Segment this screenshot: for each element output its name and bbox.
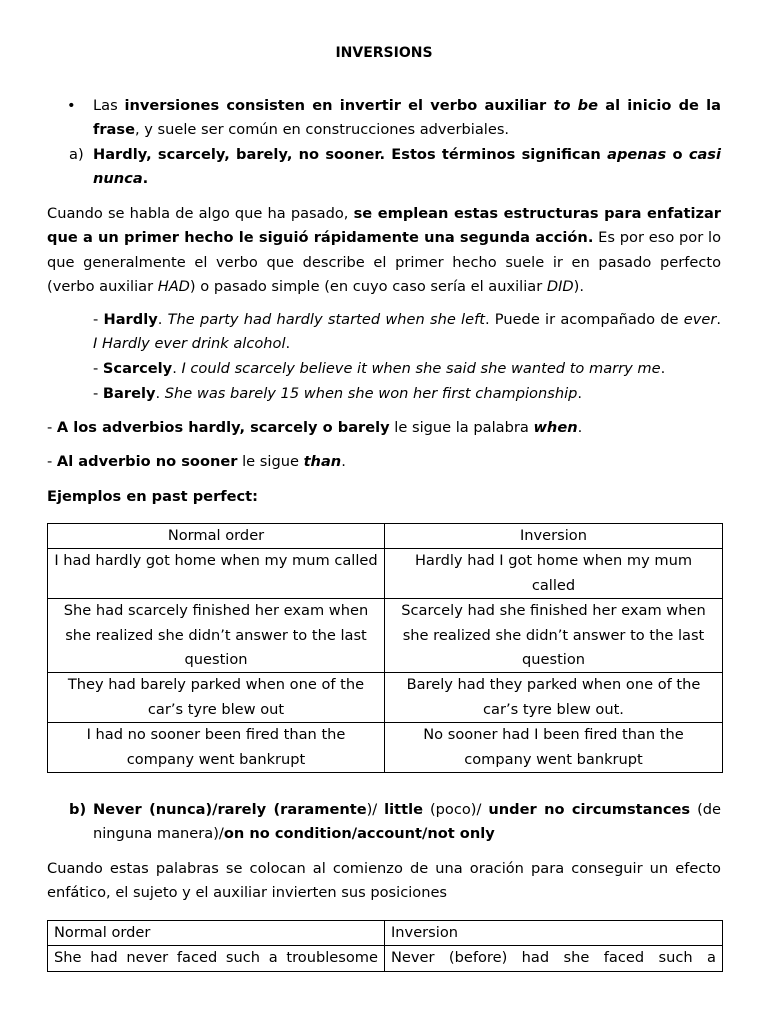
table-cell: She had never faced such a troublesome: [48, 946, 385, 971]
text: .: [716, 311, 721, 328]
text: .: [172, 360, 182, 377]
example-keyword: Scarcely: [102, 360, 173, 377]
bold-text: Hardly, scarcely, barely, no sooner. Estos términos significan: [93, 146, 608, 163]
example-keyword: Hardly: [103, 311, 158, 328]
table-past-perfect: [47, 523, 723, 773]
dash: -: [93, 360, 103, 377]
table-cell: I had no sooner been fired than the company went bankrupt: [48, 723, 385, 773]
example-sentence: I could scarcely believe it when she said she wanted to marry me: [181, 360, 661, 377]
table-header-cell: Normal order: [48, 524, 385, 549]
text: Es por eso por lo que generalmente el verbo que describe el primer hecho suele ir en pasado perfecto (verbo auxiliar: [47, 229, 721, 296]
table-row: [48, 673, 723, 723]
list-item-b: [69, 798, 722, 847]
text: .: [660, 360, 666, 377]
table-header-cell: Normal order: [48, 921, 385, 946]
example-hardly: [93, 308, 721, 357]
paragraph-emphatic: [47, 857, 721, 906]
text: , y suele ser común en construcciones adverbiales.: [134, 121, 510, 139]
text: ) o pasado simple (en cuyo caso sería el auxiliar: [189, 278, 547, 296]
table-cell: Hardly had I got home when my mum called: [385, 549, 723, 599]
bold-italic-text: to be: [553, 97, 599, 114]
table-header-cell: Inversion: [385, 921, 723, 946]
bold-text: inversiones consisten en invertir el verbo auxiliar: [124, 97, 554, 114]
table-cell: Scarcely had she finished her exam when she realized she didn’t answer to the last question: [385, 599, 723, 673]
table-cell: She had scarcely finished her exam when she realized she didn’t answer to the last question: [48, 599, 385, 673]
table-cell: I had hardly got home when my mum called: [48, 549, 385, 599]
bold-text: .: [142, 170, 149, 188]
rule-when: [47, 416, 721, 440]
table-row: [48, 723, 723, 773]
bold-text: Never (nunca)/rarely (raramente: [93, 801, 367, 818]
italic-text: ever: [683, 311, 717, 328]
bold-text: Ejemplos en past perfect:: [47, 488, 258, 505]
example-barely: [93, 382, 721, 406]
text: .: [577, 385, 583, 402]
list-item-a: [69, 143, 721, 192]
example-scarcely: [93, 357, 721, 381]
table-cell: They had barely parked when one of the car’s tyre blew out: [48, 673, 385, 723]
bold-text: Al adverbio no sooner: [56, 453, 238, 470]
text: .: [341, 453, 346, 470]
bold-italic-text: when: [533, 419, 578, 436]
text: le sigue la palabra: [389, 419, 534, 436]
table-header-row: [48, 524, 723, 549]
paragraph-explanation: [47, 202, 721, 300]
text: )/: [366, 801, 385, 818]
example-sentence: She was barely 15 when she won her first championship: [164, 385, 578, 402]
table-row: [48, 599, 723, 673]
text: .: [577, 419, 583, 436]
text: (poco)/: [423, 801, 489, 818]
dash: -: [47, 453, 57, 470]
list-marker-b: b): [69, 801, 87, 818]
table-header-cell: Inversion: [385, 524, 723, 549]
text: Cuando se habla de algo que ha pasado,: [47, 205, 354, 222]
bold-text: little: [384, 801, 424, 818]
bold-text: se emplean estas estructuras para enfatizar que a un primer hecho le siguió rápidamente una segunda acción.: [47, 205, 721, 247]
bullet-item-inversions: [67, 94, 721, 143]
dash: -: [47, 419, 57, 436]
text: .: [155, 385, 165, 402]
page-title: INVERSIONS: [335, 45, 433, 61]
text: .: [157, 311, 168, 328]
bold-italic-text: than: [303, 453, 342, 470]
bold-text: A los adverbios hardly, scarcely o barely: [56, 419, 390, 436]
bold-italic-text: casi nunca: [93, 146, 721, 188]
text: (de ninguna manera)/: [93, 801, 722, 843]
bold-text: o: [666, 146, 689, 163]
bold-text: al inicio de la frase: [93, 97, 721, 139]
table-row: [48, 946, 723, 971]
dash: -: [93, 385, 103, 402]
table-header-row: [48, 921, 723, 946]
italic-text: I Hardly ever drink alcohol: [93, 335, 286, 353]
text: le sigue: [237, 453, 304, 470]
bold-italic-text: apenas: [607, 146, 667, 163]
section-heading-past-perfect: [47, 485, 721, 509]
bullet-marker: •: [67, 97, 76, 114]
table-cell: No sooner had I been fired than the company went bankrupt: [385, 723, 723, 773]
table-negative-adverbs: [47, 920, 723, 972]
table-row: [48, 549, 723, 599]
bold-text: on no condition/account/not only: [223, 825, 495, 843]
text: .: [285, 335, 291, 353]
example-keyword: Barely: [102, 385, 156, 402]
example-sentence: The party had hardly started when she left: [167, 311, 485, 328]
italic-text: HAD: [157, 278, 190, 296]
table-cell: Never (before) had she faced such a: [385, 946, 723, 971]
text: Cuando estas palabras se colocan al comienzo de una oración para conseguir un efecto enfático, el sujeto y el auxiliar invierten sus posiciones: [47, 860, 721, 902]
dash: -: [93, 311, 104, 328]
rule-than: [47, 450, 721, 474]
text: Las: [93, 97, 125, 114]
text: . Puede ir acompañado de: [484, 311, 684, 328]
text: ).: [573, 278, 584, 296]
italic-text: DID: [546, 278, 574, 296]
list-marker-a: a): [69, 146, 84, 163]
bold-text: under no circumstances: [488, 801, 691, 818]
table-cell: Barely had they parked when one of the car’s tyre blew out.: [385, 673, 723, 723]
